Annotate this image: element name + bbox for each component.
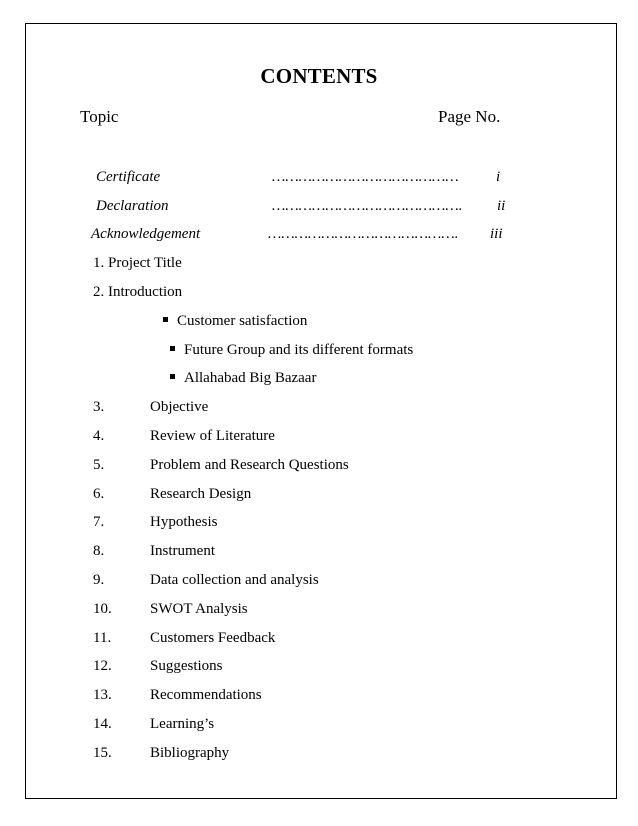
toc-leader-dots: …………………………………….: [268, 226, 459, 242]
square-bullet-icon: [163, 317, 168, 322]
toc-entry-label: Bibliography: [150, 745, 230, 761]
toc-entry-label: Suggestions: [150, 658, 223, 674]
toc-page-number: ii: [497, 198, 506, 214]
toc-entry-label: Acknowledgement: [91, 226, 201, 242]
toc-entry-label: Problem and Research Questions: [150, 457, 349, 473]
toc-entry-number: 6.: [93, 486, 105, 502]
toc-subentry: [163, 313, 307, 330]
toc-page-number: i: [496, 169, 501, 185]
toc-page-number: iii: [490, 226, 503, 242]
square-bullet-icon: [170, 346, 175, 351]
toc-subentry-label: Allahabad Big Bazaar: [184, 370, 317, 386]
toc-entry-label: SWOT Analysis: [150, 601, 248, 617]
toc-entry-number: 10.: [93, 601, 112, 617]
toc-entry-number: 11.: [93, 630, 112, 646]
toc-entry-label: Objective: [150, 399, 209, 415]
toc-entry-number: 15.: [93, 745, 112, 761]
column-header-page-no: Page No.: [438, 107, 501, 126]
toc-entry-number: 7.: [93, 514, 105, 530]
toc-subentry: [170, 342, 413, 359]
toc-subentry: [170, 370, 316, 387]
column-header-topic: Topic: [80, 107, 119, 126]
toc-subentry-label: Future Group and its different formats: [184, 342, 414, 358]
toc-entry-label: Review of Literature: [150, 428, 275, 444]
toc-subentry-label: Customer satisfaction: [177, 313, 308, 329]
toc-entry-label: Hypothesis: [150, 514, 218, 530]
toc-entry-number: 14.: [93, 716, 112, 732]
square-bullet-icon: [170, 374, 175, 379]
toc-leader-dots: …………………………………….: [272, 198, 463, 214]
toc-entry-label: Certificate: [96, 169, 161, 185]
toc-entry-label: Learning’s: [150, 716, 215, 732]
toc-entry-label: Recommendations: [150, 687, 262, 703]
toc-entry-number: 5.: [93, 457, 105, 473]
page-title: CONTENTS: [260, 64, 378, 88]
toc-entry-introduction: 2. Introduction: [93, 284, 183, 300]
toc-entry-label: Research Design: [150, 486, 252, 502]
toc-entry-number: 4.: [93, 428, 105, 444]
toc-entry-project-title: 1. Project Title: [93, 255, 182, 271]
toc-entry-number: 13.: [93, 687, 112, 703]
toc-entry-label: Customers Feedback: [150, 630, 276, 646]
toc-entry-label: Declaration: [96, 198, 169, 214]
toc-leader-dots: ……………………………………: [272, 169, 459, 185]
page-border: [25, 23, 617, 799]
toc-entry-number: 9.: [93, 572, 105, 588]
toc-entry-number: 3.: [93, 399, 105, 415]
toc-entry-number: 12.: [93, 658, 112, 674]
toc-entry-label: Data collection and analysis: [150, 572, 319, 588]
toc-entry-number: 8.: [93, 543, 105, 559]
toc-entry-label: Instrument: [150, 543, 215, 559]
